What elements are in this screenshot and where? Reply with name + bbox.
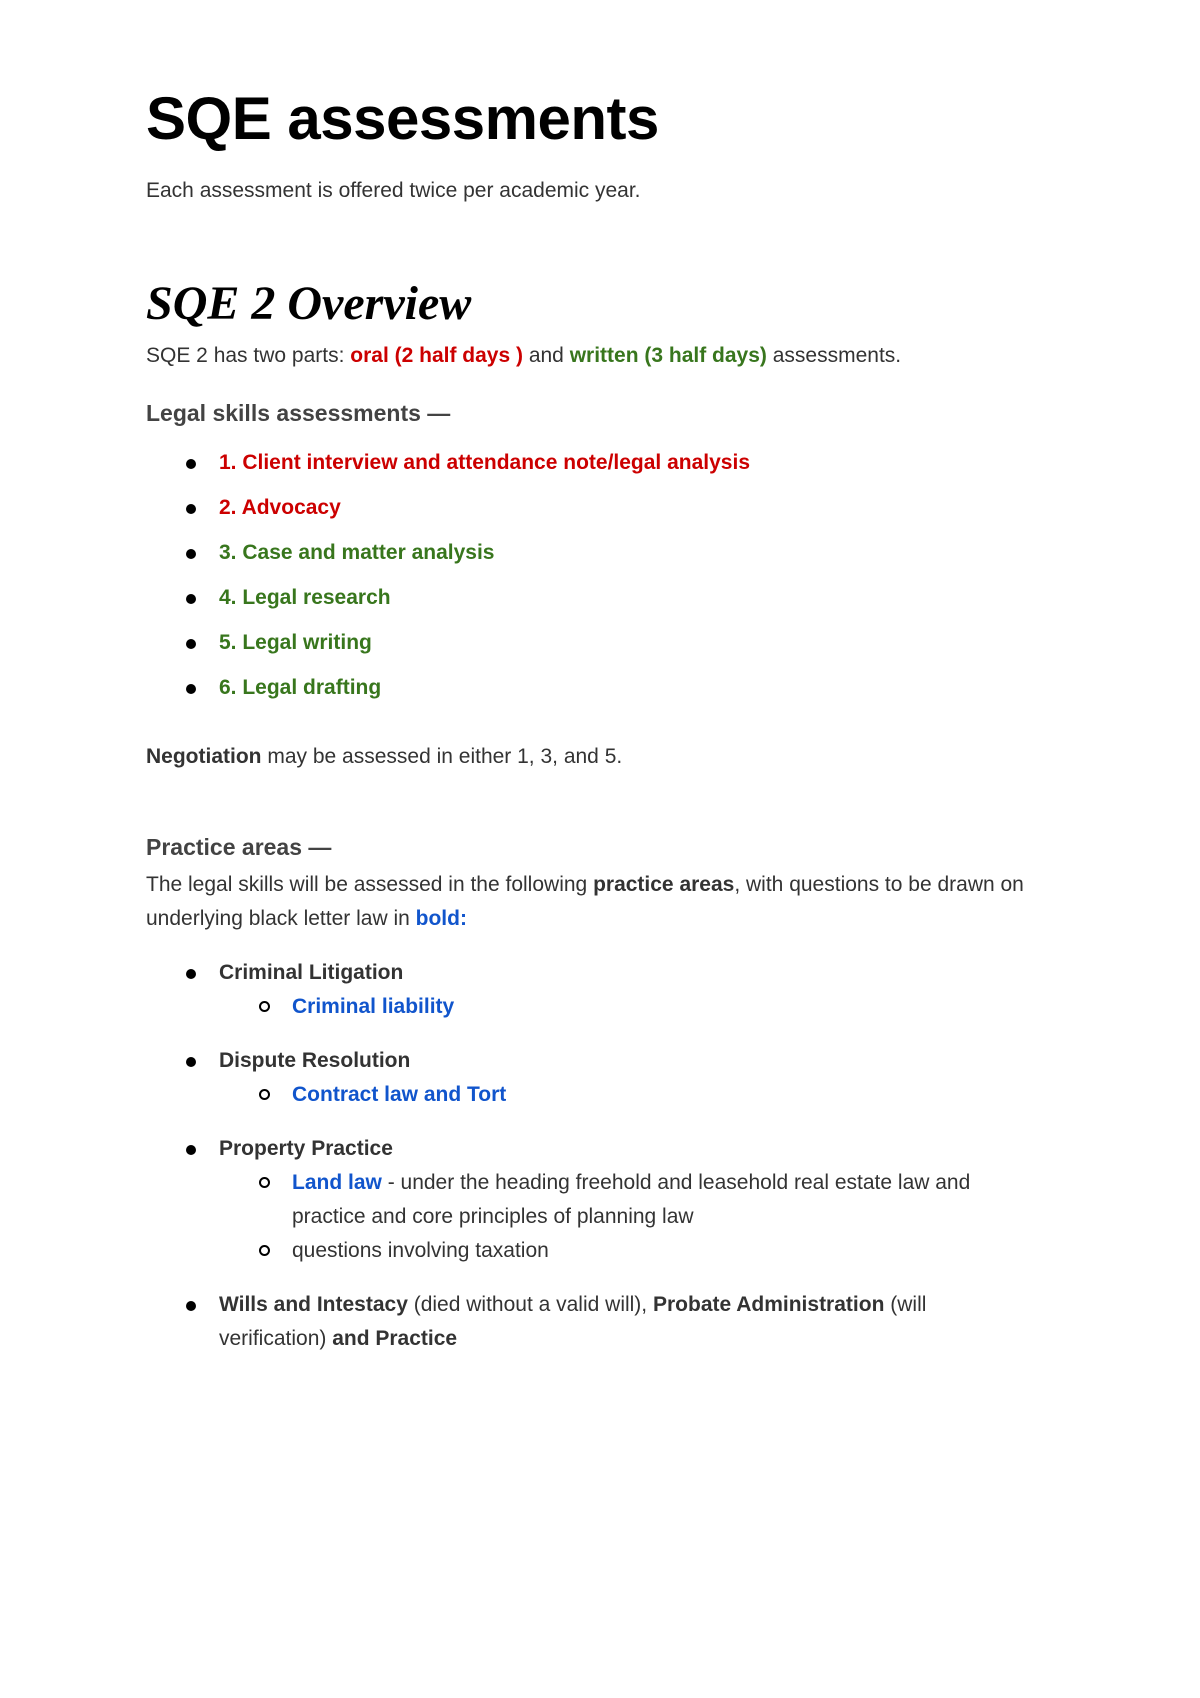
bullet-icon [186,1145,196,1155]
bullet-icon [186,969,196,979]
area-label: Criminal Litigation [219,961,404,984]
sub-list [219,990,1012,1024]
skill-label: 4. Legal research [219,586,391,609]
oral-part: oral (2 half days ) [350,344,523,367]
skill-label: 2. Advocacy [219,496,341,519]
practice-areas-list [146,956,1012,1356]
legal-skills-heading: Legal skills assessments — [146,400,451,426]
intro-blue: bold: [415,907,467,930]
skill-label: 6. Legal drafting [219,676,382,699]
sub-area-text: - under the heading freehold and leasehold real estate law and practice and core principles of planning law [292,1171,971,1228]
probate-label: Probate Administration [652,1293,885,1316]
legal-skills-list [146,446,750,716]
probate-text: (will verification) [219,1293,927,1350]
sub-list [219,1078,1012,1112]
bullet-icon [186,639,196,649]
list-item [146,536,750,581]
list-item [146,671,750,716]
bullet-icon [186,684,196,694]
overview-heading: SQE 2 Overview [146,277,472,330]
list-item [146,1132,1012,1268]
negotiation-rest: may be assessed in either 1, 3, and 5. [261,745,623,768]
sub-area-label: Land law [292,1171,382,1194]
parts-prefix: SQE 2 has two parts: [146,344,351,367]
sub-list-item [219,1078,1012,1112]
parts-and: and [522,344,570,367]
list-item [146,626,750,671]
list-item [146,1288,1012,1356]
wills-label: Wills and Intestacy [219,1293,408,1316]
sub-area-text: questions involving taxation [292,1239,549,1262]
skill-label: 3. Case and matter analysis [219,541,495,564]
area-label: Property Practice [219,1137,393,1160]
wills-text: (died without a valid will), [407,1293,653,1316]
sub-list-item [219,1166,1012,1234]
area-label: Dispute Resolution [219,1049,411,1072]
practice-areas-heading: Practice areas — [146,834,332,860]
sub-area-label: Contract law and Tort [292,1083,507,1106]
practice-label: and Practice [332,1327,458,1350]
intro-part: The legal skills will be assessed in the following [146,873,594,896]
list-item [146,956,1012,1024]
circle-bullet-icon [259,1245,270,1256]
circle-bullet-icon [259,1001,270,1012]
skill-label: 5. Legal writing [219,631,372,654]
parts-paragraph [146,339,901,373]
intro-part: , with questions to be drawn on underlying black letter law in [146,873,1024,930]
bullet-icon [186,549,196,559]
page-title: SQE assessments [146,85,659,152]
circle-bullet-icon [259,1177,270,1188]
list-item [146,446,750,491]
list-item [146,581,750,626]
area-label [219,1288,979,1356]
bullet-icon [186,1057,196,1067]
sub-list-item [219,990,1012,1024]
list-item [146,491,750,536]
negotiation-bold: Negotiation [146,745,262,768]
circle-bullet-icon [259,1089,270,1100]
list-item [146,1044,1012,1112]
bullet-icon [186,1301,196,1311]
negotiation-note [146,740,622,774]
bullet-icon [186,594,196,604]
intro-text: Each assessment is offered twice per academic year. [146,179,641,202]
bullet-icon [186,459,196,469]
practice-areas-intro [146,868,1046,936]
sub-list [219,1166,1012,1268]
parts-suffix: assessments. [766,344,902,367]
sub-area-label: Criminal liability [292,995,455,1018]
bullet-icon [186,504,196,514]
skill-label: 1. Client interview and attendance note/legal analysis [219,451,750,474]
intro-bold: practice areas [593,873,735,896]
sub-list-item [219,1234,1012,1268]
written-part: written (3 half days) [569,344,767,367]
